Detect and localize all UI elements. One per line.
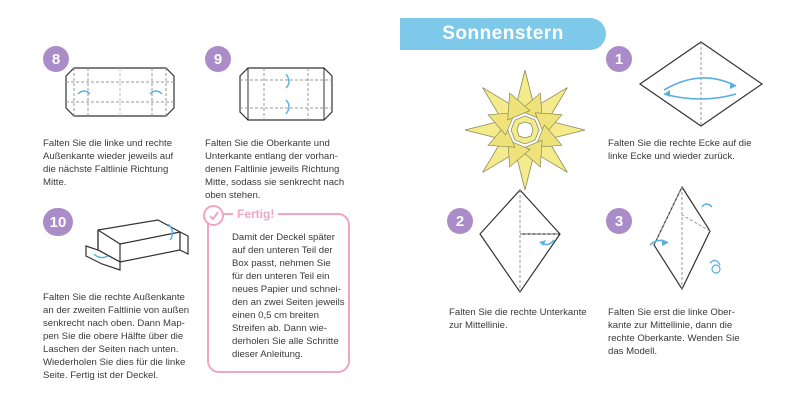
step-8-diagram <box>60 60 180 124</box>
step-9-text: Falten Sie die Oberkante und Unterkante entlang der vorhan- denen Faltlinie jeweils Richtung Mitte, sodass sie senkrecht nach oben stehen. <box>205 138 345 201</box>
step-8-badge: 8 <box>43 46 69 72</box>
step-8-text: Falten Sie die linke und rechte Außenkante wieder jeweils auf die nächste Faltlinie Richtung Mitte. <box>43 138 174 188</box>
fertig-title: Fertig! <box>233 207 278 221</box>
step-1-diagram <box>638 40 764 130</box>
step-10-diagram <box>80 210 190 280</box>
step-1-badge: 1 <box>606 46 632 72</box>
step-2-text: Falten Sie die rechte Unterkante zur Mittellinie. <box>449 307 587 331</box>
step-10-text: Falten Sie die rechte Außenkante an der zweiten Faltlinie von außen senkrecht nach oben. Dann Map- pen Sie die obere Hälfte über die Laschen der Seiten nach unten. Wiederholen Sie dies für die linke Seite. Fertig ist der Deckel. <box>43 292 190 381</box>
checkmark-icon <box>203 205 224 226</box>
step-9-diagram <box>240 60 340 130</box>
page-title: Sonnenstern <box>400 18 606 50</box>
step-10-badge: 10 <box>43 208 73 236</box>
step-3-diagram <box>640 185 740 295</box>
step-9-badge: 9 <box>205 46 231 72</box>
step-2-diagram <box>470 188 570 298</box>
fertig-text: Damit der Deckel später auf den unteren Teil der Box passt, nehmen Sie für den unteren Teil ein neues Papier und schnei- den an zwei Seiten jeweils einen 0,5 cm breiten Streifen ab. Dann wie- derholen Sie alle Schritte dieser Anleitung. <box>232 232 345 360</box>
step-3-text: Falten Sie erst die linke Ober- kante zur Mittellinie, dann die rechte Oberkante. Wenden Sie das Modell. <box>608 307 740 357</box>
step-1-text: Falten Sie die rechte Ecke auf die linke Ecke und wieder zurück. <box>608 138 752 162</box>
step-3-badge: 3 <box>606 208 632 234</box>
star-illustration <box>460 65 590 195</box>
step-2-badge: 2 <box>447 208 473 234</box>
